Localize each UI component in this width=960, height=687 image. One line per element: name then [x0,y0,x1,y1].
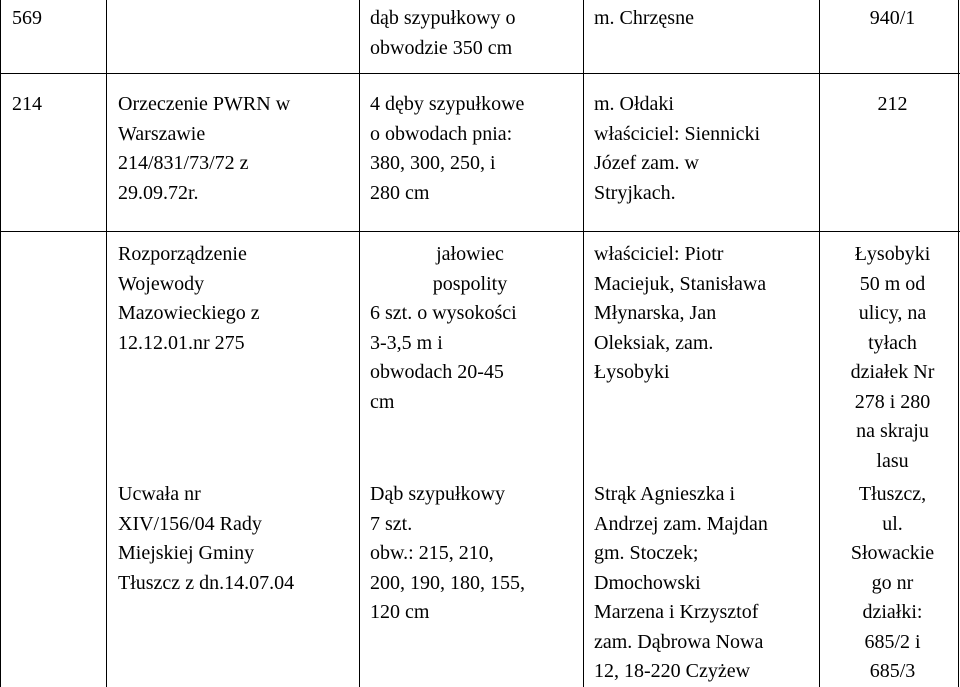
cell-lp: 569 [12,7,42,29]
cell-lokalizacja: m. Chrzęsne [594,7,694,29]
cell-dzialka: Tłuszcz, ul. Słowackie go nr działki: 685/2 i 685/3 [850,483,935,682]
cell-lokalizacja: właściciel: Piotr Maciejuk, Stanisława Młynarska, Jan Oleksiak, zam. Łysobyki [594,243,767,383]
cell-lokalizacja: m. Ołdaki właściciel: Siennicki Józef zam. w Stryjkach. [594,93,761,204]
cell-lp: 214 [12,93,42,115]
table-border-left [0,0,1,687]
table-column-divider [819,0,820,687]
cell-uchwala: Orzeczenie PWRN w Warszawie 214/831/73/72 z 29.09.72r. [118,93,291,204]
cell-lokalizacja: Strąk Agnieszka i Andrzej zam. Majdan gm. Stoczek; Dmochowski Marzena i Krzysztof zam. Dąbrowa Nowa 12, 18-220 Czyżew [594,483,768,682]
table-column-divider [359,0,360,687]
cell-dzialka: Łysobyki 50 m od ulicy, na tyłach działek Nr 278 i 280 na skraju lasu [850,243,935,472]
cell-opis: dąb szypułkowy o obwodzie 350 cm [370,7,516,59]
table-row-divider [0,231,960,232]
cell-opis: Dąb szypułkowy 7 szt. obw.: 215, 210, 200, 190, 180, 155, 120 cm [370,483,525,623]
cell-opis: 4 dęby szypułkowe o obwodach pnia: 380, 300, 250, i 280 cm [370,93,525,204]
cell-opis: 6 szt. o wysokości 3-3,5 m i obwodach 20-45 cm [370,302,517,413]
cell-opis-title: jałowiec pospolity [432,243,508,295]
cell-uchwala: Ucwała nr XIV/156/04 Rady Miejskiej Gminy Tłuszcz z dn.14.07.04 [118,483,295,594]
cell-dzialka: 940/1 [869,7,916,29]
cell-dzialka: 212 [877,93,908,115]
table-border-right [958,0,959,687]
table-column-divider [106,0,107,687]
table-row-divider [0,73,960,74]
cell-uchwala: Rozporządzenie Wojewody Mazowieckiego z 12.12.01.nr 275 [118,243,260,354]
table-column-divider [583,0,584,687]
